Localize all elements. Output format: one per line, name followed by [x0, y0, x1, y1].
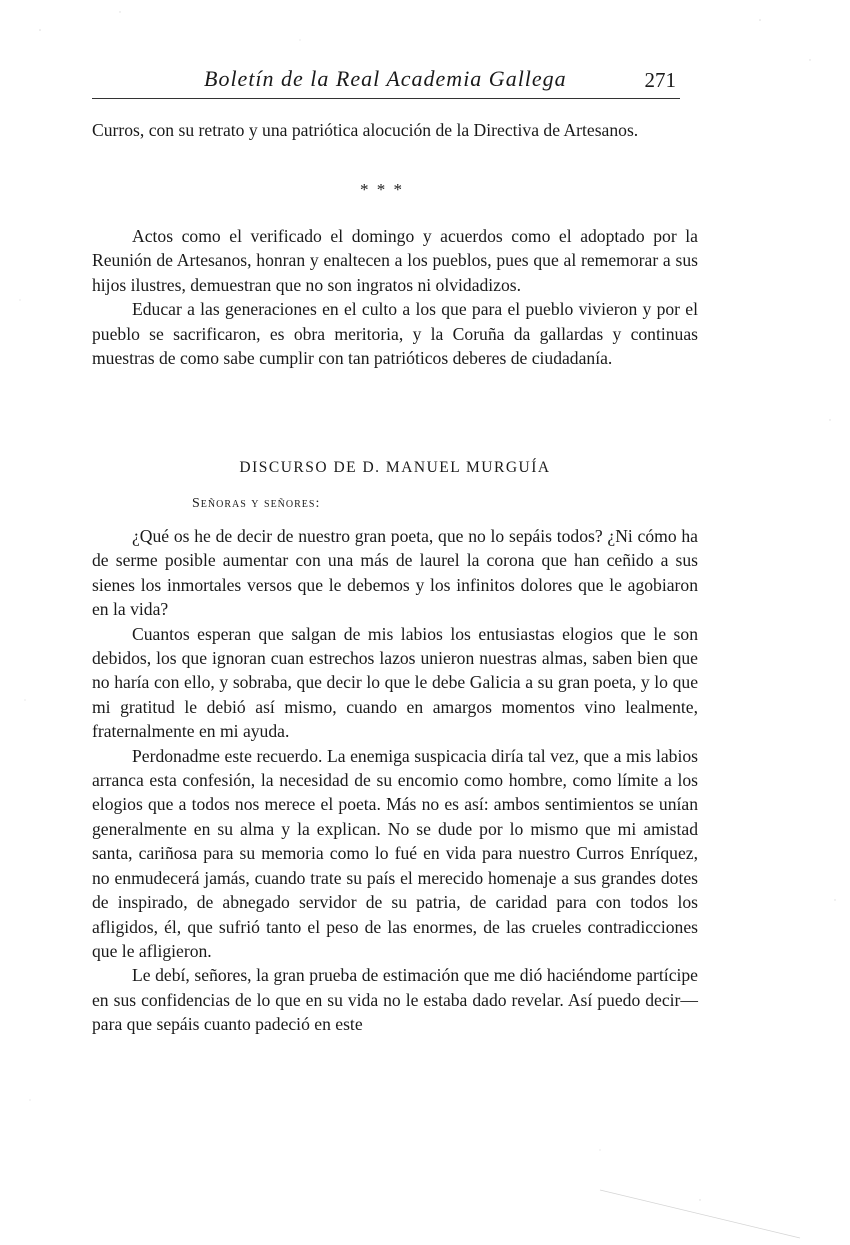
running-head: [92, 64, 680, 99]
opening-paragraph: Curros, con su retrato y una patriótica alocución de la Directiva de Artesanos.: [92, 120, 639, 140]
commentary-block: [92, 224, 698, 370]
journal-title: Boletín de la Real Academia Gallega: [204, 66, 567, 91]
speech-paragraph: ¿Qué os he de decir de nuestro gran poeta, que no lo sepáis todos? ¿Ni cómo ha de serme posible aumentar con una más de laurel la corona que han ceñido a sus sienes los inmortales versos que le debemos y los infinitos dolores que le agobiaron en la vida?: [92, 526, 698, 620]
speech-body: [92, 524, 698, 1037]
speech-paragraph: Cuantos esperan que salgan de mis labios los entusiastas elogios que le son debidos, los que ignoran cuan estrechos lazos unieron nuestras almas, saben bien que no haría con ello, y sobraba, que decir lo que le debe Galicia a su gran poeta, y lo que mi gratitud le debió así mismo, cuando en amargos momentos vino lealmente, fraternalmente en mi ayuda.: [92, 623, 698, 742]
speech-paragraph: Perdonadme este recuerdo. La enemiga suspicacia diría tal vez, que a mis labios arranca esta confesión, la necesidad de su encomio como hombre, como límite a los elogios que a todos nos merece el poeta. Más no es así: ambos sentimientos se unían generalmente en su alma y la explican. No se dude por lo mismo que mi amistad santa, cariñosa para su memoria como lo fué en vida para nuestro Curros Enríquez, no enmudecerá jamás, cuando trate su país el merecido homenaje a sus grandes dotes de inspirado, de abnegado servidor de su patria, de caridad para con todos los afligidos, él, que sufrió tanto el peso de las enormes, de las crueles contradicciones que le afligieron.: [92, 745, 698, 961]
speech-paragraph: Le debí, señores, la gran prueba de estimación que me dió haciéndome partícipe en sus confidencias de lo que en su vida no le estaba dado revelar. Así puedo decir—para que sepáis cuanto padeció en este: [92, 965, 698, 1035]
opening-text: [92, 118, 698, 142]
commentary-paragraph: Actos como el verificado el domingo y acuerdos como el adoptado por la Reunión de Artesanos, honran y enaltecen a los pueblos, pues que al rememorar a sus hijos ilustres, demuestran que no son ingratos ni olvidadizos.: [92, 226, 698, 295]
speech-salutation: Señoras y señores:: [192, 496, 321, 511]
section-separator: * * *: [360, 180, 404, 199]
speech-heading: DISCURSO DE D. MANUEL MURGUÍA: [239, 459, 551, 476]
commentary-paragraph: Educar a las generaciones en el culto a los que para el pueblo vivieron y por el pueblo se sacrificaron, es obra meritoria, y la Coruña da gallardas y continuas muestras de como sabe cumplir con tan patrióticos deberes de ciudadanía.: [92, 299, 698, 369]
page-number: 271: [644, 68, 676, 92]
